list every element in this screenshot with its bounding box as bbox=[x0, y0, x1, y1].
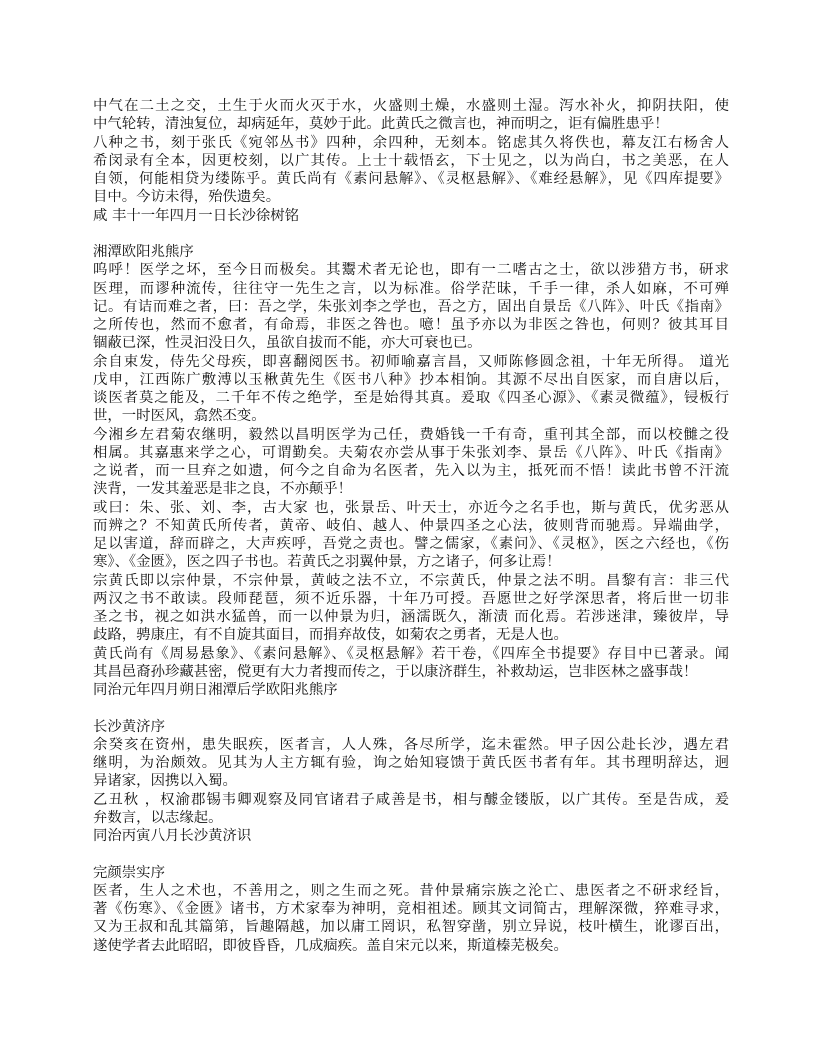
text-line: 呜呼！医学之坏，至今日而极矣。其鬻术者无论也，即有一二嗜古之士，欲以涉猎方书，研求 bbox=[93, 262, 729, 279]
text-line: 谈医者莫之能及，二千年不传之绝学，至是始得其真。爰取《四圣心源》、《素灵微蕴》，锓板行 bbox=[93, 390, 729, 406]
paragraph bbox=[93, 353, 729, 426]
preface-section bbox=[93, 699, 729, 845]
paragraph bbox=[93, 97, 729, 134]
text-line: 异诸家，因携以入蜀。 bbox=[93, 773, 237, 790]
paragraph bbox=[93, 499, 729, 572]
text-line: 乙丑秋 ，权渝郡锡韦卿观察及同官诸君子咸善是书，相与醵金镂版，以广其传。至是告成，爰 bbox=[93, 791, 729, 808]
document-body bbox=[93, 97, 729, 955]
paragraph bbox=[93, 426, 729, 499]
paragraph bbox=[93, 681, 729, 699]
text-line: 咸 丰十一年四月一日长沙徐树铭 bbox=[93, 207, 300, 224]
text-line: 或曰：朱、张、刘、李，古大家 也，张景岳、叶天士，亦近今之名手也，斯与黄氏，优劣恶从 bbox=[93, 499, 729, 516]
text-line: 继明，为治颇效。见其为人主方辄有验，询之始知寝馈于黄氏医书者有年。其书理明辞达，迥 bbox=[93, 755, 729, 771]
preface-section bbox=[93, 845, 729, 955]
text-line: 圣之书，视之如洪水猛兽，而一以仲景为归，涵濡既久，渐渍 而化焉。若涉迷津，臻彼岸，导 bbox=[93, 609, 729, 625]
blank-line bbox=[93, 699, 729, 717]
text-line: 之说者，而一旦弃之如遗，何今之自命为名医者，先入以为主，抵死而不悟！读此书曾不汗流 bbox=[93, 463, 729, 479]
text-line: 歧路，骋康庄，有不自旋其面目，而捐弃故伎，如菊农之勇者，无是人也。 bbox=[93, 627, 568, 644]
text-line: 今湘乡左君菊农继明，毅然以昌明医学为己任，费婚钱一千有奇，重刊其全部，而以校雠之役 bbox=[93, 426, 729, 443]
paragraph bbox=[93, 736, 729, 791]
text-line: 同治丙寅八月长沙黄济识 bbox=[93, 828, 252, 844]
text-line: 希闵录有全本，因更校刻，以广其传。上士十载悟玄，下士见之，以为尚白，书之美恶，在人 bbox=[93, 152, 729, 169]
text-line: 医理，而谬种流传，往往守一先生之言，以为标准。俗学茫昧，千手一律，杀人如麻，不可殚 bbox=[93, 280, 729, 297]
text-line: 而辨之？不知黄氏所传者，黄帝、岐伯、越人、仲景四圣之心法，彼则背而驰焉。异端曲学， bbox=[93, 517, 729, 534]
text-line: 中气在二土之交，土生于火而火灭于水，火盛则土燥，水盛则土湿。泻水补火，抑阴扶阳，使 bbox=[93, 98, 729, 114]
text-line: 八种之书，刻于张氏《宛邻丛书》四种，余四种，无刻本。铭虑其久将佚也，幕友江右杨舍人 bbox=[93, 134, 729, 151]
text-line: 余癸亥在资州，患失眠疾，医者言，人人殊，各尽所学，迄未霍然。甲子因公赴长沙，遇左君 bbox=[93, 736, 729, 753]
text-line: 记。有诘而难之者，曰：吾之学，朱张刘李之学也，吾之方，固出自景岳《八阵》、叶氏《指南》 bbox=[93, 298, 729, 315]
text-line: 相属。其嘉惠来学之心，可谓勤矣。夫菊农亦尝从事于朱张刘李、景岳《八阵》、叶氏《指南》 bbox=[93, 444, 729, 461]
paragraph bbox=[93, 882, 729, 955]
text-line: 寒》、《金匮》，医之四子书也。若黄氏之羽翼仲景，方之诸子，何多让焉！ bbox=[93, 554, 561, 571]
text-line: 世，一时医风，翕然丕变。 bbox=[93, 408, 266, 425]
text-line: 宗黄氏即以宗仲景，不宗仲景，黄岐之法不立，不宗黄氏，仲景之法不明。昌黎有言：非三代 bbox=[93, 572, 729, 589]
text-line: 余自束发，侍先父母疾，即喜翻阅医书。初师喻嘉言昌，又师陈修圆念祖，十年无所得。 道光 bbox=[93, 353, 729, 370]
text-line: 弁数言，以志缘起。 bbox=[93, 809, 223, 826]
section-title: 完颜崇实序 bbox=[93, 864, 165, 881]
text-line: 锢蔽已深，性灵汩没日久，虽欲自拔而不能，亦大可衰也已。 bbox=[93, 335, 482, 352]
paragraph bbox=[93, 134, 729, 207]
text-line: 目中。今访未得，殆佚遗矣。 bbox=[93, 189, 281, 206]
text-line: 中气轮转，清浊复位，却病延年，莫妙于此。此黄氏之微言也，神而明之，讵有偏胜患乎！ bbox=[93, 116, 669, 133]
text-line: 黄氏尚有《周易悬象》、《素问悬解》、《灵枢悬解》若干卷，《四库全书提要》存目中已著录。闻 bbox=[93, 645, 729, 662]
text-line: 之所传也，然而不愈者，有命焉，非医之咎也。噫！虽予亦以为非医之咎也，何则？彼其耳目 bbox=[93, 317, 729, 333]
text-line: 两汉之书不敢读。段师琵琶，须不近乐器，十年乃可授。吾愿世之好学深思者，将后世一切非 bbox=[93, 590, 729, 607]
text-line: 浃背，一发其羞恶是非之良，不亦颠乎！ bbox=[93, 481, 353, 498]
preface-section bbox=[93, 225, 729, 700]
text-line: 遂使学者去此昭昭，即彼昏昏，几成痼疾。盖自宋元以来，斯道榛芜极矣。 bbox=[93, 937, 568, 954]
section-title: 湘潭欧阳兆熊序 bbox=[93, 244, 194, 260]
blank-line bbox=[93, 845, 729, 863]
preface-section bbox=[93, 97, 729, 225]
paragraph bbox=[93, 791, 729, 828]
paragraph bbox=[93, 827, 729, 845]
text-line: 医者，生人之术也，不善用之，则之生而之死。昔仲景痛宗族之沦亡、患医者之不研求经旨， bbox=[93, 882, 729, 899]
text-line: 又为王叔和乱其篇第，旨趣隔越，加以庸工罔识，私智穿凿，别立异说，枝叶横生，讹谬百出， bbox=[93, 919, 729, 936]
text-line: 其昌邑裔孙珍藏甚密，傥更有大力者搜而传之，于以康济群生，补救劫运，岂非医林之盛事哉！ bbox=[93, 663, 698, 680]
text-line: 著《伤寒》、《金匮》诸书，方术家奉为神明，竞相祖述。顾其文词简古，理解深微，猝难寻求， bbox=[93, 901, 729, 917]
text-line: 自领，何能相贷为缕陈乎。黄氏尚有《素问悬解》、《灵枢悬解》、《难经悬解》，见《四库提要》 bbox=[93, 171, 729, 187]
paragraph bbox=[93, 207, 729, 225]
text-line: 同治元年四月朔日湘潭后学欧阳兆熊序 bbox=[93, 682, 338, 698]
paragraph bbox=[93, 261, 729, 352]
section-title: 长沙黄济序 bbox=[93, 718, 165, 735]
paragraph bbox=[93, 645, 729, 682]
text-line: 戊申，江西陈广敷溥以玉楸黄先生《医书八种》抄本相饷。其源不尽出自医家，而自唐以后， bbox=[93, 371, 729, 388]
paragraph bbox=[93, 572, 729, 645]
blank-line bbox=[93, 225, 729, 243]
text-line: 足以害道，辞而辟之，大声疾呼，吾党之责也。譬之儒家，《素问》、《灵枢》，医之六经也，《伤 bbox=[93, 536, 729, 552]
